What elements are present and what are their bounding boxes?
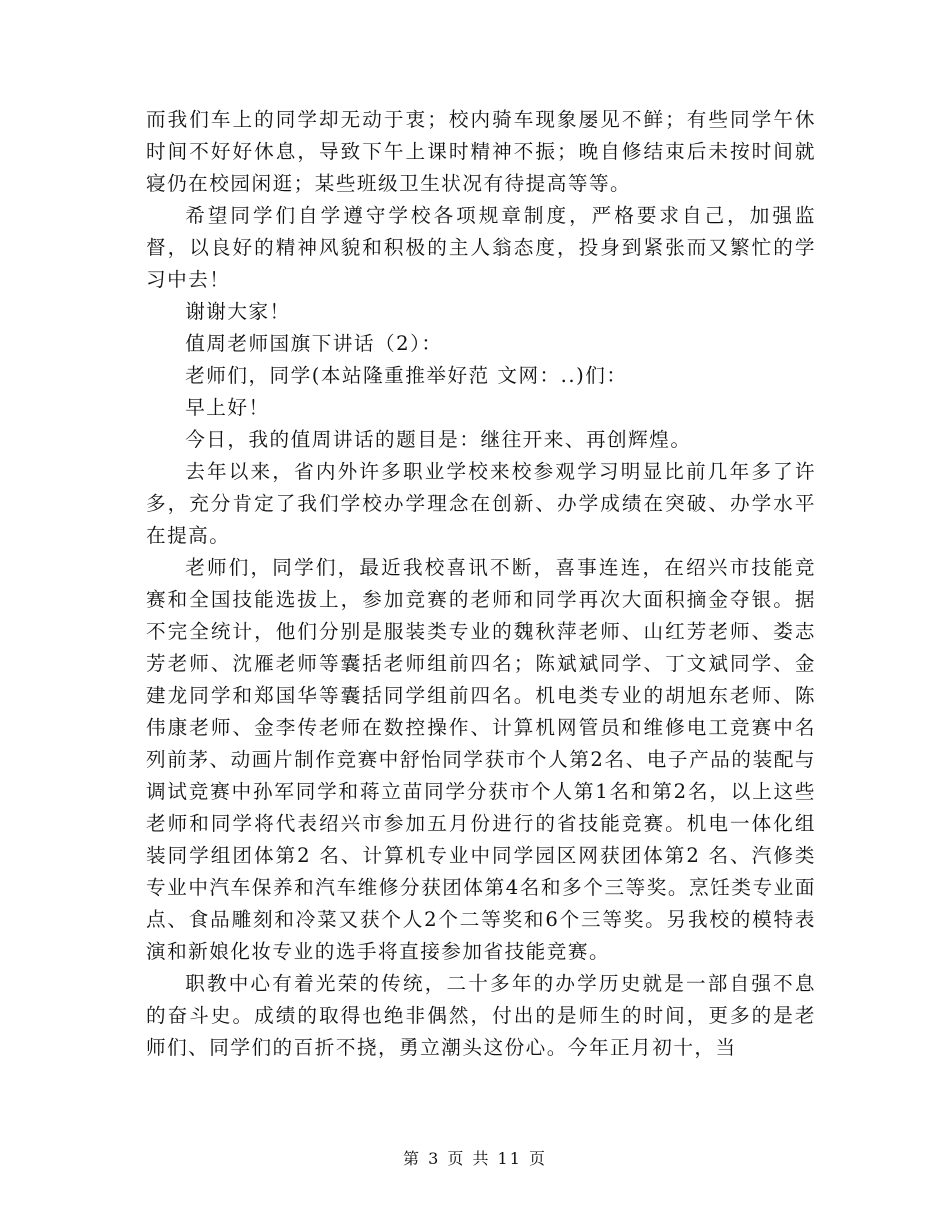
paragraph-8: 去年以来，省内外许多职业学校来校参观学习明显比前几年多了许多，充分肯定了我们学校办学理念在创新、办学成绩在突破、办学水平在提高。 <box>146 460 816 547</box>
paragraph-6: 早上好！ <box>185 396 270 419</box>
paragraph-4: 值周老师国旗下讲话（2）： <box>185 332 443 355</box>
paragraph-7: 今日，我的值周讲话的题目是：继往开来、再创辉煌。 <box>185 428 692 451</box>
paragraph-10: 职教中心有着光荣的传统，二十多年的办学历史就是一部自强不息的奋斗史。成绩的取得也绝非偶然，付出的是师生的时间，更多的是老师们、同学们的百折不挠，勇立潮头这份心。今年正月初十，当 <box>146 972 816 1059</box>
paragraph-3: 谢谢大家！ <box>185 300 291 323</box>
paragraph-2: 希望同学们自学遵守学校各项规章制度，严格要求自己，加强监督，以良好的精神风貌和积极的主人翁态度，投身到紧张而又繁忙的学习中去！ <box>146 204 816 291</box>
document-body <box>146 104 816 1064</box>
paragraph-1: 而我们车上的同学却无动于衷；校内骑车现象屡见不鲜；有些同学午休时间不好好休息，导致下午上课时精神不振；晚自修结束后未按时间就寝仍在校园闲逛；某些班级卫生状况有待提高等等。 <box>146 108 816 195</box>
paragraph-9: 老师们，同学们，最近我校喜讯不断，喜事连连，在绍兴市技能竞赛和全国技能选拔上，参加竞赛的老师和同学再次大面积摘金夺银。据不完全统计，他们分别是服装类专业的魏秋萍老师、山红芳老师、娄志芳老师、沈雁老师等囊括老师组前四名；陈斌斌同学、丁文斌同学、金建龙同学和郑国华等囊括同学组前四名。机电类专业的胡旭东老师、陈伟康老师、金李传老师在数控操作、计算机网管员和维修电工竞赛中名列前茅、动画片制作竞赛中舒怡同学获市个人第2名、电子产品的装配与调试竞赛中孙军同学和蒋立苗同学分获市个人第1名和第2名，以上这些老师和同学将代表绍兴市参加五月份进行的省技能竞赛。机电一体化组装同学组团体第2 名、计算机专业中同学园区网获团体第2 名、汽修类专业中汽车保养和汽车维修分获团体第4名和多个三等奖。烹饪类专业面点、食品雕刻和冷菜又获个人2个二等奖和6个三等奖。另我校的模特表演和新娘化妆专业的选手将直接参加省技能竞赛。 <box>146 556 816 963</box>
page-number-footer: 第 3 页 共 11 页 <box>403 1149 547 1168</box>
paragraph-5: 老师们，同学(本站隆重推举好范 文网：..)们： <box>185 364 628 387</box>
